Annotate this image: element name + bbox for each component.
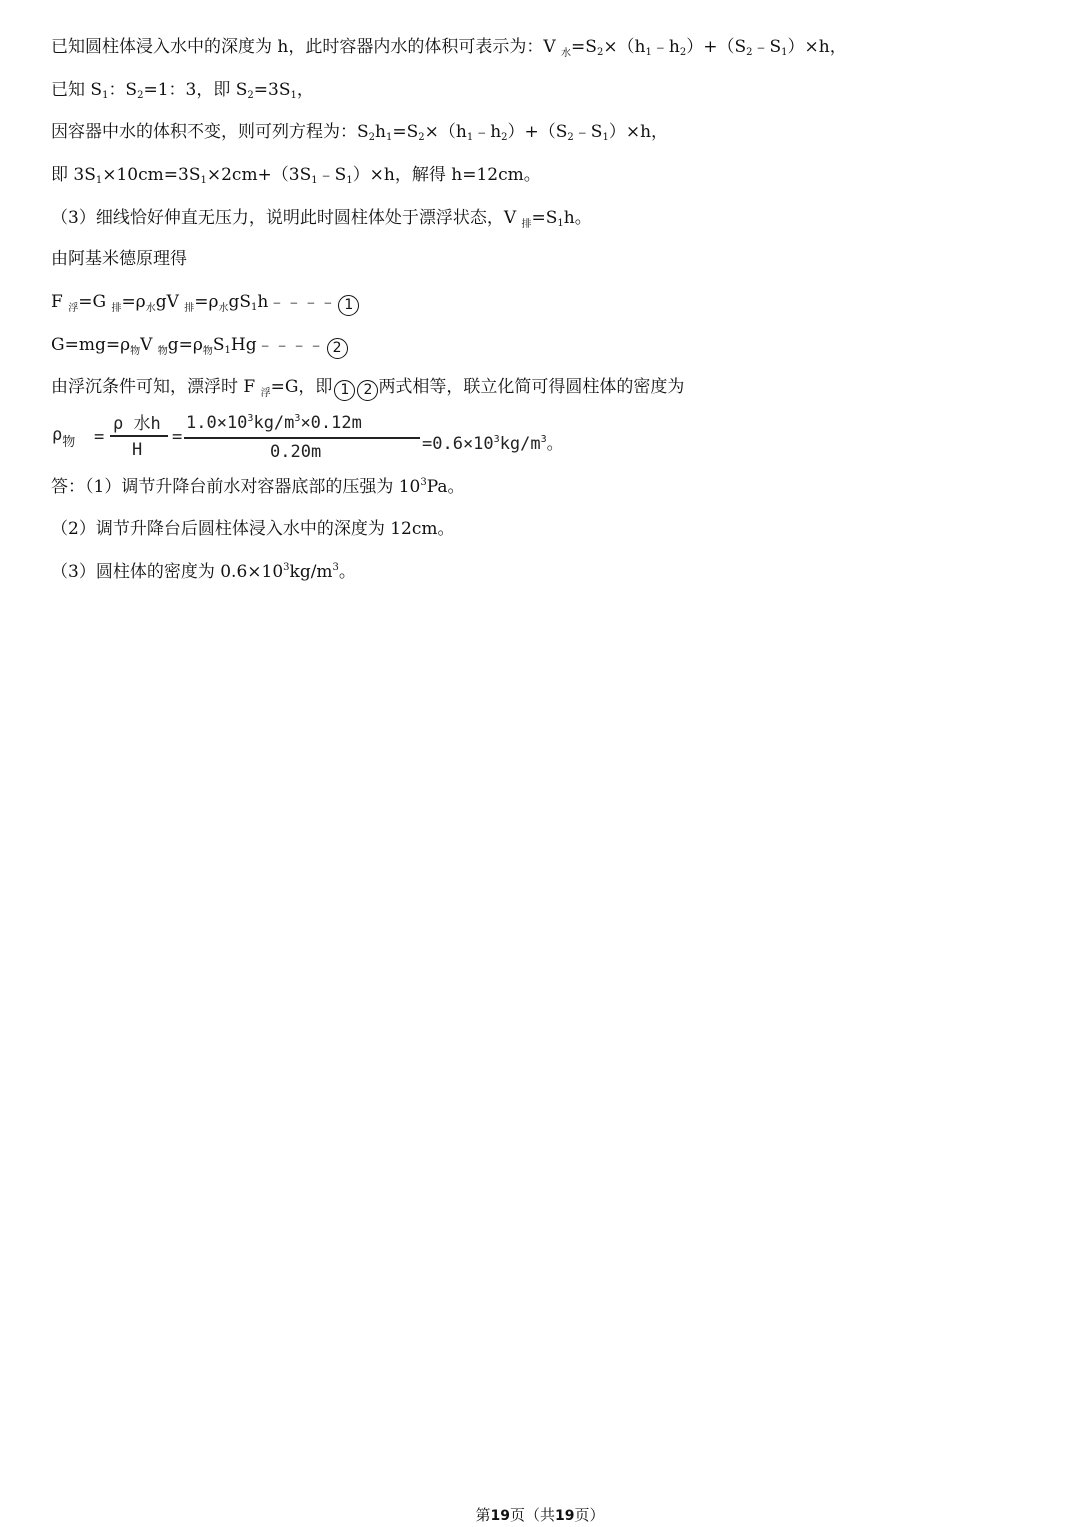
formula-equals: =: [172, 427, 183, 447]
formula-equals: =: [94, 427, 105, 447]
text-line-6: 由阿基米德原理得: [51, 249, 187, 269]
formula-result: $=0.6\times 10^3kg/m^3$。: [422, 434, 564, 454]
text-line-1: 已知圆柱体浸入水中的深度为 h，此时容器内水的体积可表示为：V $_水=S_2\times(h_1﹣h_2)+(S_2﹣S_1)\times h$，: [51, 37, 847, 59]
text-line-9: 由浮沉条件可知，漂浮时 F $_浮$=G，即 1 2 两式相等，联立化简可得圆柱体的密度为: [51, 377, 685, 399]
equation-gravity: $G=mg=\rho_物V$ $_物g=\rho_物S_1Hg﹣﹣﹣﹣$ 2: [51, 333, 348, 359]
current-page-number: 19: [490, 1508, 510, 1524]
fraction-1-numerator: ρ 水h: [113, 414, 161, 434]
text-line-5: （3）细线恰好伸直无压力，说明此时圆柱体处于漂浮状态，V $_排=S_1h$。: [51, 208, 592, 230]
formula-lhs: $\rho_物$: [52, 425, 76, 450]
answer-line-2: （2）调节升降台后圆柱体浸入水中的深度为 12cm。: [51, 519, 455, 539]
fraction-1-bar: [110, 435, 168, 437]
text-line-4: 即 $3S_1\times 10cm=3S_1\times 2cm+(3S_1﹣S_1)\times h$，解得 h=12cm。: [51, 165, 541, 186]
text-line-3: 因容器中水的体积不变，则可列方程为：$S_2h_1=S_2\times(h_1﹣h_2)+(S_2﹣S_1)\times h$，: [51, 122, 669, 143]
fraction-2-bar: [184, 437, 420, 439]
fraction-1-denominator: H: [132, 440, 143, 460]
page-footer: 第19页（共19页）: [475, 1506, 605, 1524]
circled-number-2: 2: [357, 380, 378, 401]
answer-line-3: （3）圆柱体的密度为 $0.6\times 10^3kg/m^3$。: [51, 562, 356, 582]
text-line-2: 已知 $S_1$：$S_2=1$：3，即 $S_2=3S_1$，: [51, 80, 314, 101]
circled-number-1: 1: [334, 380, 355, 401]
total-page-count: 19: [555, 1508, 575, 1524]
circled-number-1: 1: [338, 295, 359, 316]
fraction-2-denominator: 0.20m: [270, 442, 322, 462]
answer-line-1: 答：（1）调节升降台前水对容器底部的压强为 $10^3Pa$。: [51, 477, 465, 497]
equation-buoyancy: F $_浮$=G $_排=\rho_水gV$ $_排=\rho_水gS_1h﹣﹣﹣﹣$ 1: [51, 290, 359, 316]
circled-number-2: 2: [327, 338, 348, 359]
fraction-2-numerator: $1.0\times 10^3kg/m^3\times 0.12m$: [186, 413, 362, 433]
